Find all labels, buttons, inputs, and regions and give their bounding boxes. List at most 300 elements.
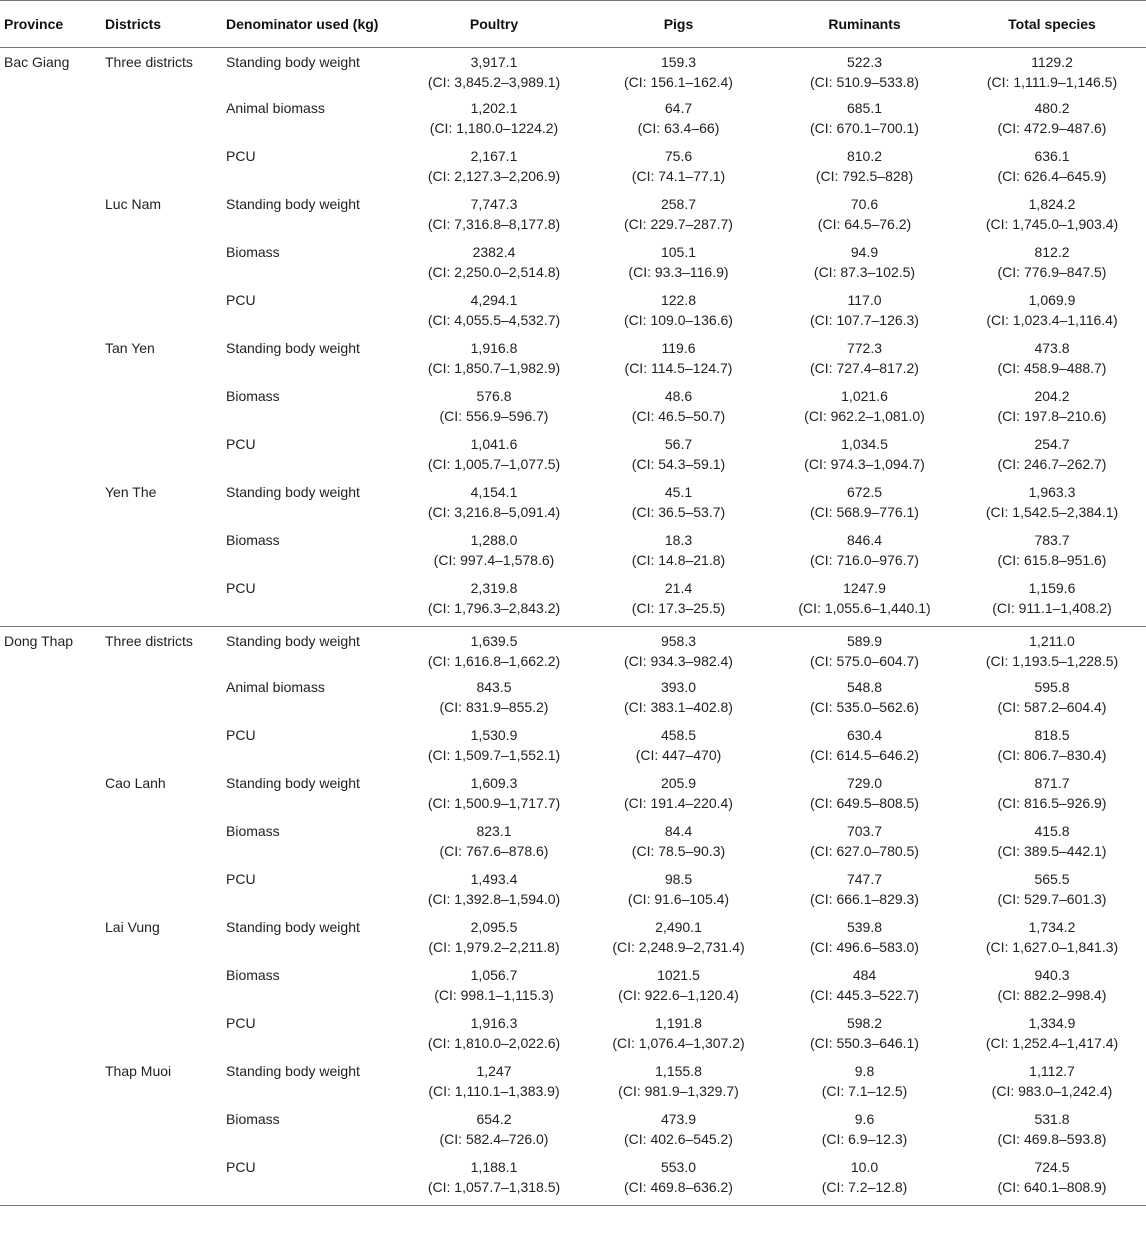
province-cell: [0, 1109, 101, 1157]
poultry-ci: (CI: 1,509.7–1,552.1): [427, 747, 561, 763]
pigs-cell: [586, 242, 771, 290]
poultry-cell: [402, 434, 586, 482]
pigs-ci: (CI: 63.4–66): [637, 120, 720, 136]
total-value: 473.8: [1034, 340, 1070, 356]
header-row: [0, 1, 1146, 48]
poultry-ci: (CI: 1,810.0–2,022.6): [427, 1035, 561, 1051]
poultry-ci: (CI: 1,796.3–2,843.2): [427, 600, 561, 616]
poultry-cell: [402, 482, 586, 530]
ruminants-value: 484: [852, 967, 877, 983]
province-cell: [0, 821, 101, 869]
district-cell: [101, 434, 222, 482]
district-cell: Yen The: [105, 484, 157, 500]
poultry-cell: [402, 1157, 586, 1206]
poultry-cell: [402, 338, 586, 386]
pigs-ci: (CI: 402.6–545.2): [624, 1131, 733, 1147]
ruminants-cell: [771, 290, 958, 338]
header-total-species: Total species: [958, 1, 1146, 48]
total-ci: (CI: 587.2–604.4): [997, 699, 1107, 715]
denominator-cell: Biomass: [226, 1111, 280, 1127]
table-row: [0, 578, 1146, 627]
ruminants-value: 70.6: [850, 196, 879, 212]
poultry-cell: [402, 578, 586, 627]
table-row: [0, 1109, 1146, 1157]
poultry-cell: [402, 627, 586, 678]
ruminants-value: 10.0: [850, 1159, 879, 1175]
province-cell: [0, 242, 101, 290]
pigs-ci: (CI: 383.1–402.8): [624, 699, 733, 715]
denominator-cell: Standing body weight: [226, 633, 360, 649]
total-ci: (CI: 469.8–593.8): [997, 1131, 1107, 1147]
ruminants-ci: (CI: 64.5–76.2): [817, 216, 912, 232]
table-row: [0, 677, 1146, 725]
poultry-cell: [402, 1109, 586, 1157]
total-cell: [958, 98, 1146, 146]
total-value: 818.5: [1034, 727, 1070, 743]
total-ci: (CI: 626.4–645.9): [997, 168, 1107, 184]
denominator-cell: Animal biomass: [226, 100, 325, 116]
total-ci: (CI: 640.1–808.9): [997, 1179, 1107, 1195]
ruminants-ci: (CI: 535.0–562.6): [810, 699, 919, 715]
table-row: [0, 48, 1146, 99]
pigs-ci: (CI: 17.3–25.5): [631, 600, 726, 616]
district-cell: [101, 821, 222, 869]
total-cell: [958, 194, 1146, 242]
ruminants-ci: (CI: 614.5–646.2): [810, 747, 919, 763]
pigs-value: 119.6: [661, 340, 696, 356]
pigs-value: 1,191.8: [655, 1015, 702, 1031]
province-cell: [0, 530, 101, 578]
table-row: [0, 725, 1146, 773]
total-cell: [958, 1109, 1146, 1157]
poultry-ci: (CI: 3,216.8–5,091.4): [427, 504, 561, 520]
pigs-cell: [586, 773, 771, 821]
pigs-value: 56.7: [664, 436, 693, 452]
ruminants-value: 729.0: [846, 775, 883, 791]
total-cell: [958, 530, 1146, 578]
poultry-ci: (CI: 998.1–1,115.3): [434, 987, 554, 1003]
total-cell: [958, 773, 1146, 821]
poultry-ci: (CI: 7,316.8–8,177.8): [427, 216, 561, 232]
poultry-ci: (CI: 2,127.3–2,206.9): [427, 168, 561, 184]
ruminants-ci: (CI: 568.9–776.1): [810, 504, 919, 520]
total-value: 1,159.6: [1028, 580, 1076, 596]
total-value: 204.2: [1034, 388, 1070, 404]
ruminants-ci: (CI: 496.6–583.0): [810, 939, 919, 955]
poultry-value: 4,294.1: [470, 292, 518, 308]
table-row: [0, 482, 1146, 530]
pigs-ci: (CI: 934.3–982.4): [624, 653, 733, 669]
table-row: [0, 194, 1146, 242]
table-row: [0, 1061, 1146, 1109]
denominator-cell: Standing body weight: [226, 919, 360, 935]
total-ci: (CI: 1,193.5–1,228.5): [985, 653, 1119, 669]
ruminants-cell: [771, 434, 958, 482]
table-row: [0, 917, 1146, 965]
pigs-value: 45.1: [664, 484, 693, 500]
ruminants-ci: (CI: 716.0–976.7): [810, 552, 919, 568]
total-value: 1,734.2: [1028, 919, 1076, 935]
total-value: 480.2: [1034, 100, 1070, 116]
total-ci: (CI: 529.7–601.3): [997, 891, 1107, 907]
poultry-cell: [402, 725, 586, 773]
total-cell: [958, 627, 1146, 678]
poultry-ci: (CI: 1,057.7–1,318.5): [427, 1179, 561, 1195]
ruminants-ci: (CI: 627.0–780.5): [810, 843, 919, 859]
table-row: [0, 434, 1146, 482]
ruminants-cell: [771, 1061, 958, 1109]
province-cell: [0, 1061, 101, 1109]
total-ci: (CI: 246.7–262.7): [997, 456, 1107, 472]
total-cell: [958, 434, 1146, 482]
denominator-cell: PCU: [222, 1157, 402, 1206]
total-cell: [958, 290, 1146, 338]
total-ci: (CI: 816.5–926.9): [997, 795, 1107, 811]
total-value: 940.3: [1034, 967, 1070, 983]
table-row: [0, 290, 1146, 338]
poultry-ci: (CI: 1,500.9–1,717.7): [427, 795, 561, 811]
header-province: Province: [0, 1, 101, 48]
poultry-cell: [402, 530, 586, 578]
poultry-cell: [402, 965, 586, 1013]
poultry-ci: (CI: 582.4–726.0): [439, 1131, 549, 1147]
poultry-value: 2,167.1: [470, 148, 518, 164]
pigs-cell: [586, 434, 771, 482]
poultry-cell: [402, 821, 586, 869]
ruminants-cell: [771, 821, 958, 869]
total-cell: [958, 1013, 1146, 1061]
pigs-ci: (CI: 447–470): [635, 747, 722, 763]
province-cell: [0, 98, 101, 146]
ruminants-ci: (CI: 575.0–604.7): [810, 653, 919, 669]
ruminants-cell: [771, 869, 958, 917]
district-cell: [101, 1013, 222, 1061]
total-cell: [958, 869, 1146, 917]
pigs-value: 2,490.1: [655, 919, 702, 935]
district-cell: [101, 530, 222, 578]
pigs-ci: (CI: 2,248.9–2,731.4): [612, 939, 745, 955]
district-cell: Tan Yen: [105, 340, 155, 356]
pigs-cell: [586, 48, 771, 99]
pigs-cell: [586, 1109, 771, 1157]
ruminants-value: 685.1: [846, 100, 883, 116]
poultry-value: 1,916.3: [470, 1015, 518, 1031]
pigs-value: 205.9: [660, 775, 697, 791]
pigs-value: 393.0: [660, 679, 697, 695]
table-row: [0, 821, 1146, 869]
pigs-value: 48.6: [664, 388, 693, 404]
ruminants-cell: [771, 386, 958, 434]
ruminants-ci: (CI: 510.9–533.8): [810, 74, 919, 90]
pigs-cell: [586, 98, 771, 146]
total-cell: [958, 48, 1146, 99]
ruminants-ci: (CI: 6.9–12.3): [821, 1131, 908, 1147]
total-cell: [958, 386, 1146, 434]
ruminants-ci: (CI: 445.3–522.7): [810, 987, 919, 1003]
poultry-cell: [402, 1061, 586, 1109]
province-cell: [0, 146, 101, 194]
poultry-value: 1,493.4: [470, 871, 518, 887]
poultry-ci: (CI: 1,850.7–1,982.9): [427, 360, 561, 376]
ruminants-ci: (CI: 649.5–808.5): [810, 795, 919, 811]
district-cell: [101, 98, 222, 146]
poultry-value: 2,319.8: [470, 580, 518, 596]
district-cell: [101, 1109, 222, 1157]
denominator-cell: Standing body weight: [226, 1063, 360, 1079]
pigs-ci: (CI: 922.6–1,120.4): [618, 987, 739, 1003]
ruminants-ci: (CI: 962.2–1,081.0): [804, 408, 925, 424]
poultry-ci: (CI: 4,055.5–4,532.7): [427, 312, 561, 328]
ruminants-ci: (CI: 107.7–126.3): [810, 312, 919, 328]
total-value: 595.8: [1034, 679, 1070, 695]
poultry-value: 1,288.0: [470, 532, 518, 548]
total-value: 1,211.0: [1029, 633, 1075, 649]
pigs-cell: [586, 917, 771, 965]
district-cell: [101, 386, 222, 434]
province-cell: [0, 290, 101, 338]
ruminants-ci: (CI: 792.5–828): [815, 168, 914, 184]
total-cell: [958, 338, 1146, 386]
header-pigs: Pigs: [586, 1, 771, 48]
total-value: 1,112.7: [1029, 1063, 1075, 1079]
pigs-cell: [586, 1013, 771, 1061]
table-row: [0, 98, 1146, 146]
poultry-ci: (CI: 2,250.0–2,514.8): [427, 264, 561, 280]
header-denominator: Denominator used (kg): [222, 1, 402, 48]
pigs-ci: (CI: 469.8–636.2): [624, 1179, 733, 1195]
district-cell: [101, 869, 222, 917]
poultry-cell: [402, 869, 586, 917]
total-ci: (CI: 472.9–487.6): [997, 120, 1107, 136]
district-cell: [101, 725, 222, 773]
ruminants-value: 630.4: [846, 727, 883, 743]
pigs-value: 98.5: [664, 871, 693, 887]
ruminants-cell: [771, 677, 958, 725]
province-cell: [0, 578, 101, 627]
pigs-value: 18.3: [664, 532, 693, 548]
total-ci: (CI: 389.5–442.1): [997, 843, 1107, 859]
ruminants-ci: (CI: 727.4–817.2): [810, 360, 919, 376]
pigs-cell: [586, 386, 771, 434]
poultry-value: 1,041.6: [470, 436, 518, 452]
province-cell: [0, 194, 101, 242]
pigs-value: 258.7: [660, 196, 697, 212]
pigs-cell: [586, 530, 771, 578]
poultry-value: 3,917.1: [470, 54, 518, 70]
header-poultry: Poultry: [402, 1, 586, 48]
pigs-ci: (CI: 109.0–136.6): [624, 312, 733, 328]
ruminants-ci: (CI: 1,055.6–1,440.1): [798, 600, 931, 616]
pigs-cell: [586, 821, 771, 869]
denominator-cell: Biomass: [226, 244, 280, 260]
poultry-cell: [402, 48, 586, 99]
ruminants-value: 589.9: [846, 633, 883, 649]
pigs-value: 75.6: [664, 148, 693, 164]
province-cell: [0, 1013, 101, 1061]
poultry-value: 1,916.8: [470, 340, 518, 356]
total-value: 871.7: [1034, 775, 1070, 791]
denominator-cell: PCU: [226, 1015, 256, 1031]
province-cell: [0, 338, 101, 386]
ruminants-value: 117.0: [847, 292, 882, 308]
ruminants-value: 846.4: [846, 532, 883, 548]
ruminants-value: 672.5: [846, 484, 883, 500]
total-value: 724.5: [1034, 1159, 1070, 1175]
poultry-ci: (CI: 1,110.1–1,383.9): [428, 1083, 560, 1099]
total-cell: [958, 725, 1146, 773]
poultry-value: 1,202.1: [470, 100, 518, 116]
poultry-cell: [402, 242, 586, 290]
ruminants-value: 9.8: [854, 1063, 875, 1079]
total-ci: (CI: 776.9–847.5): [997, 264, 1107, 280]
ruminants-cell: [771, 965, 958, 1013]
province-cell: [0, 386, 101, 434]
district-cell: Lai Vung: [105, 919, 160, 935]
table-row: [0, 1157, 1146, 1206]
province-cell: [0, 869, 101, 917]
denominator-cell: Biomass: [226, 967, 280, 983]
total-ci: (CI: 1,111.9–1,146.5): [986, 74, 1118, 90]
pigs-ci: (CI: 36.5–53.7): [631, 504, 726, 520]
pigs-cell: [586, 338, 771, 386]
ruminants-value: 9.6: [854, 1111, 875, 1127]
pigs-cell: [586, 194, 771, 242]
total-value: 1,963.3: [1028, 484, 1076, 500]
province-cell: [0, 1157, 101, 1206]
ruminants-cell: [771, 917, 958, 965]
ruminants-value: 522.3: [846, 54, 883, 70]
total-value: 565.5: [1034, 871, 1070, 887]
ruminants-cell: [771, 98, 958, 146]
table-row: [0, 242, 1146, 290]
ruminants-value: 539.8: [846, 919, 883, 935]
pigs-cell: [586, 578, 771, 627]
total-ci: (CI: 911.1–1,408.2): [992, 600, 1112, 616]
poultry-value: 1,247: [476, 1063, 512, 1079]
ruminants-ci: (CI: 666.1–829.3): [810, 891, 919, 907]
ruminants-cell: [771, 530, 958, 578]
table-row: [0, 869, 1146, 917]
ruminants-cell: [771, 338, 958, 386]
ruminants-ci: (CI: 670.1–700.1): [810, 120, 919, 136]
ruminants-value: 703.7: [846, 823, 883, 839]
total-value: 812.2: [1034, 244, 1070, 260]
poultry-ci: (CI: 1,005.7–1,077.5): [427, 456, 561, 472]
province-cell: [0, 725, 101, 773]
total-ci: (CI: 1,627.0–1,841.3): [985, 939, 1119, 955]
poultry-ci: (CI: 1,180.0–1224.2): [429, 120, 559, 136]
poultry-value: 1,609.3: [470, 775, 518, 791]
poultry-ci: (CI: 1,979.2–2,211.8): [428, 939, 560, 955]
ruminants-cell: [771, 773, 958, 821]
province-cell: [0, 482, 101, 530]
total-value: 415.8: [1034, 823, 1070, 839]
pigs-value: 1,155.8: [655, 1063, 702, 1079]
total-ci: (CI: 197.8–210.6): [997, 408, 1107, 424]
denominator-cell: PCU: [226, 148, 256, 164]
ruminants-ci: (CI: 550.3–646.1): [810, 1035, 919, 1051]
table-row: [0, 338, 1146, 386]
poultry-value: 823.1: [476, 823, 512, 839]
header-districts: Districts: [101, 1, 222, 48]
pigs-value: 21.4: [664, 580, 693, 596]
poultry-cell: [402, 194, 586, 242]
total-ci: (CI: 806.7–830.4): [997, 747, 1107, 763]
pigs-ci: (CI: 93.3–116.9): [628, 264, 729, 280]
ruminants-ci: (CI: 87.3–102.5): [813, 264, 916, 280]
province-cell: [0, 434, 101, 482]
pigs-value: 958.3: [660, 633, 697, 649]
table-row: [0, 627, 1146, 678]
total-value: 254.7: [1034, 436, 1070, 452]
ruminants-cell: [771, 482, 958, 530]
total-ci: (CI: 1,252.4–1,417.4): [985, 1035, 1119, 1051]
pigs-cell: [586, 290, 771, 338]
ruminants-ci: (CI: 7.1–12.5): [821, 1083, 908, 1099]
total-cell: [958, 821, 1146, 869]
pigs-ci: (CI: 74.1–77.1): [631, 168, 726, 184]
pigs-ci: (CI: 981.9–1,329.7): [618, 1083, 739, 1099]
pigs-ci: (CI: 91.6–105.4): [627, 891, 730, 907]
pigs-cell: [586, 146, 771, 194]
denominator-cell: Standing body weight: [226, 775, 360, 791]
denominator-cell: Standing body weight: [226, 54, 360, 70]
district-cell: [101, 290, 222, 338]
district-cell: Cao Lanh: [105, 775, 166, 791]
district-cell: [101, 242, 222, 290]
pigs-cell: [586, 869, 771, 917]
header-ruminants: Ruminants: [771, 1, 958, 48]
poultry-cell: [402, 386, 586, 434]
province-cell: [0, 965, 101, 1013]
ruminants-cell: [771, 1109, 958, 1157]
poultry-value: 7,747.3: [470, 196, 518, 212]
denominator-cell: Biomass: [226, 532, 280, 548]
district-cell: Thap Muoi: [105, 1063, 172, 1079]
pigs-cell: [586, 482, 771, 530]
total-cell: [958, 146, 1146, 194]
denominator-cell: PCU: [226, 292, 256, 308]
poultry-value: 654.2: [476, 1111, 512, 1127]
pigs-cell: [586, 677, 771, 725]
district-cell: [101, 1157, 222, 1206]
ruminants-value: 94.9: [850, 244, 879, 260]
pigs-ci: (CI: 156.1–162.4): [624, 74, 733, 90]
ruminants-value: 1247.9: [843, 580, 886, 596]
poultry-ci: (CI: 1,392.8–1,594.0): [427, 891, 561, 907]
table-row: [0, 773, 1146, 821]
poultry-value: 2382.4: [472, 244, 516, 260]
poultry-value: 1,056.7: [470, 967, 518, 983]
province-cell: Dong Thap: [4, 633, 74, 649]
total-cell: [958, 578, 1146, 627]
poultry-cell: [402, 677, 586, 725]
table-row: [0, 146, 1146, 194]
pigs-ci: (CI: 54.3–59.1): [631, 456, 726, 472]
total-cell: [958, 242, 1146, 290]
pigs-cell: [586, 965, 771, 1013]
ruminants-ci: (CI: 974.3–1,094.7): [804, 456, 925, 472]
total-value: 531.8: [1034, 1111, 1070, 1127]
poultry-ci: (CI: 831.9–855.2): [439, 699, 549, 715]
total-value: 783.7: [1034, 532, 1070, 548]
poultry-ci: (CI: 1,616.8–1,662.2): [427, 653, 561, 669]
pigs-value: 1021.5: [657, 967, 700, 983]
denominator-cell: Biomass: [226, 823, 280, 839]
ruminants-value: 810.2: [846, 148, 883, 164]
total-ci: (CI: 1,023.4–1,116.4): [986, 312, 1118, 328]
total-cell: [958, 677, 1146, 725]
